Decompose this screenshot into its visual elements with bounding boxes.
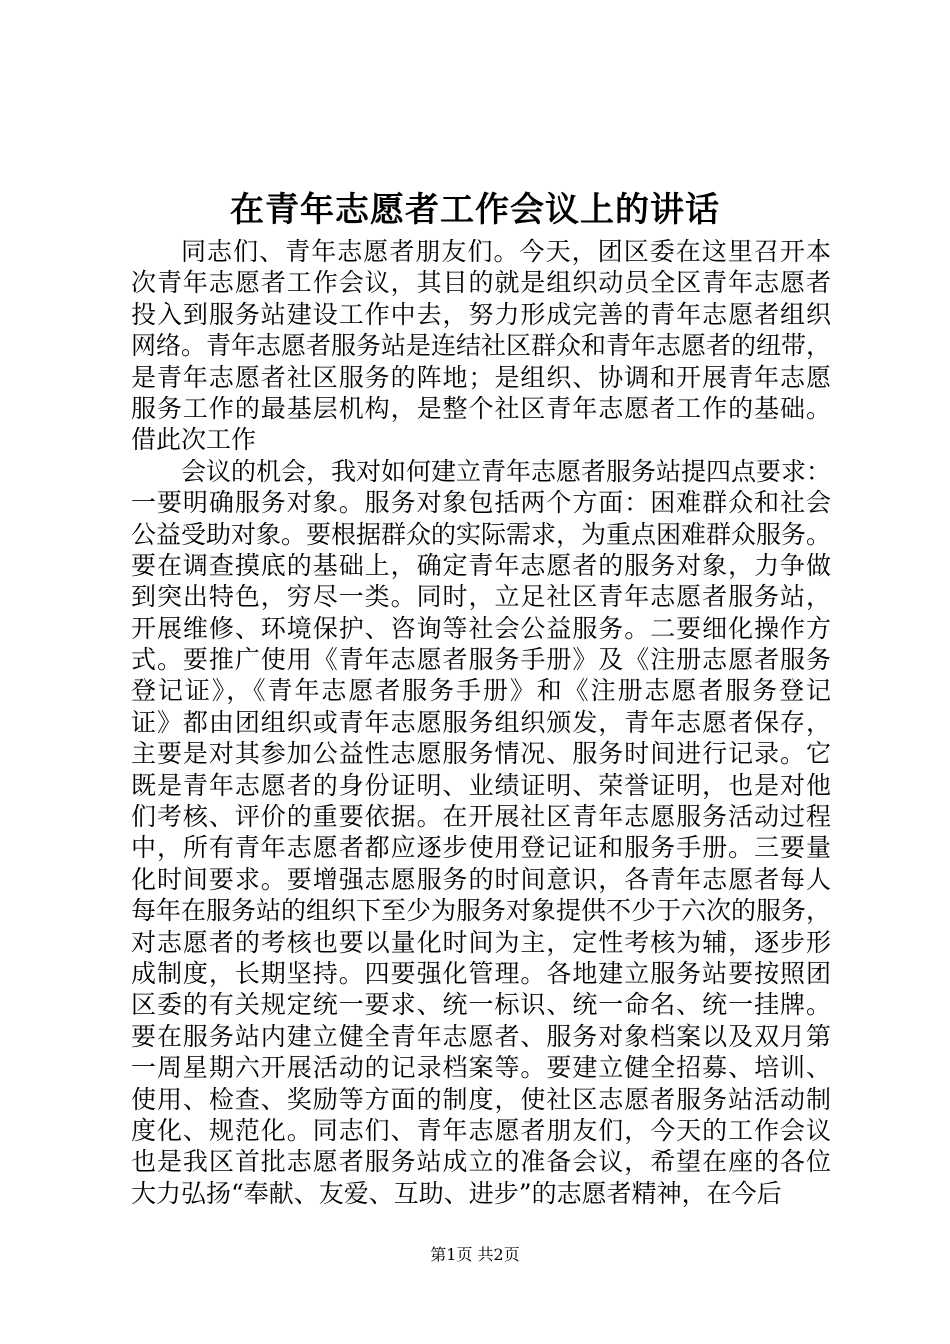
paragraph-line: 大力弘扬“奉献、友爱、互助、进步”的志愿者精神，在今后 <box>131 1178 782 1208</box>
paragraph-line: 每年在服务站的组织下至少为服务对象提供不少于六次的服务， <box>131 896 832 926</box>
paragraph-line: 借此次工作 <box>131 425 257 455</box>
paragraph-line: 网络。青年志愿者服务站是连结社区群众和青年志愿者的纽带， <box>131 331 832 361</box>
document-title: 在青年志愿者工作会议上的讲话 <box>230 190 720 230</box>
paragraph-line: 中，所有青年志愿者都应逐步使用登记证和服务手册。三要量 <box>131 833 831 863</box>
paragraph-line: 次青年志愿者工作会议，其目的就是组织动员全区青年志愿者 <box>131 268 831 298</box>
paragraph-line: 一周星期六开展活动的记录档案等。要建立健全招募、培训、 <box>131 1053 831 1083</box>
paragraph-line: 投入到服务站建设工作中去，努力形成完善的青年志愿者组织 <box>131 299 831 329</box>
paragraph-line: 成制度，长期坚持。四要强化管理。各地建立服务站要按照团 <box>131 958 831 988</box>
paragraph-line: 证》都由团组织或青年志愿服务组织颁发，青年志愿者保存， <box>131 707 831 737</box>
paragraph-line: 们考核、评价的重要依据。在开展社区青年志愿服务活动过程 <box>131 802 831 832</box>
paragraph-line: 式。要推广使用《青年志愿者服务手册》及《注册志愿者服务 <box>131 645 831 675</box>
paragraph-line: 化时间要求。要增强志愿服务的时间意识，各青年志愿者每人 <box>131 864 831 894</box>
paragraph-line: 公益受助对象。要根据群众的实际需求，为重点困难群众服务。 <box>131 519 832 549</box>
paragraph-1 <box>131 236 831 456</box>
paragraph-line: 到突出特色，穷尽一类。同时，立足社区青年志愿者服务站， <box>131 582 831 612</box>
paragraph-line: 服务工作的最基层机构，是整个社区青年志愿者工作的基础。 <box>131 393 831 423</box>
document-body <box>131 236 831 1209</box>
paragraph-line: 一要明确服务对象。服务对象包括两个方面：困难群众和社会 <box>131 488 831 518</box>
paragraph-line: 要在调查摸底的基础上，确定青年志愿者的服务对象，力争做 <box>131 550 831 580</box>
paragraph-line: 开展维修、环境保护、咨询等社会公益服务。二要细化操作方 <box>131 613 831 643</box>
paragraph-line: 区委的有关规定统一要求、统一标识、统一命名、统一挂牌。 <box>131 990 831 1020</box>
paragraph-line: 登记证》，《青年志愿者服务手册》和《注册志愿者服务登记 <box>131 676 831 706</box>
paragraph-line: 同志们、青年志愿者朋友们。今天，团区委在这里召开本 <box>181 237 831 266</box>
paragraph-line: 也是我区首批志愿者服务站成立的准备会议，希望在座的各位 <box>131 1147 831 1177</box>
paragraph-line: 会议的机会，我对如何建立青年志愿者服务站提四点要求： <box>181 456 832 486</box>
paragraph-line: 对志愿者的考核也要以量化时间为主，定性考核为辅，逐步形 <box>131 927 831 957</box>
paragraph-line: 主要是对其参加公益性志愿服务情况、服务时间进行记录。它 <box>131 739 831 769</box>
paragraph-line: 要在服务站内建立健全青年志愿者、服务对象档案以及双月第 <box>131 1021 831 1051</box>
page-footer: 第1页 共2页 <box>430 1245 520 1264</box>
paragraph-line: 使用、检查、奖励等方面的制度，使社区志愿者服务站活动制 <box>131 1084 831 1114</box>
paragraph-2 <box>131 456 831 1209</box>
paragraph-line: 既是青年志愿者的身份证明、业绩证明、荣誉证明，也是对他 <box>131 770 831 800</box>
paragraph-line: 是青年志愿者社区服务的阵地；是组织、协调和开展青年志愿 <box>131 362 831 392</box>
paragraph-line: 度化、规范化。同志们、青年志愿者朋友们，今天的工作会议 <box>131 1115 831 1145</box>
